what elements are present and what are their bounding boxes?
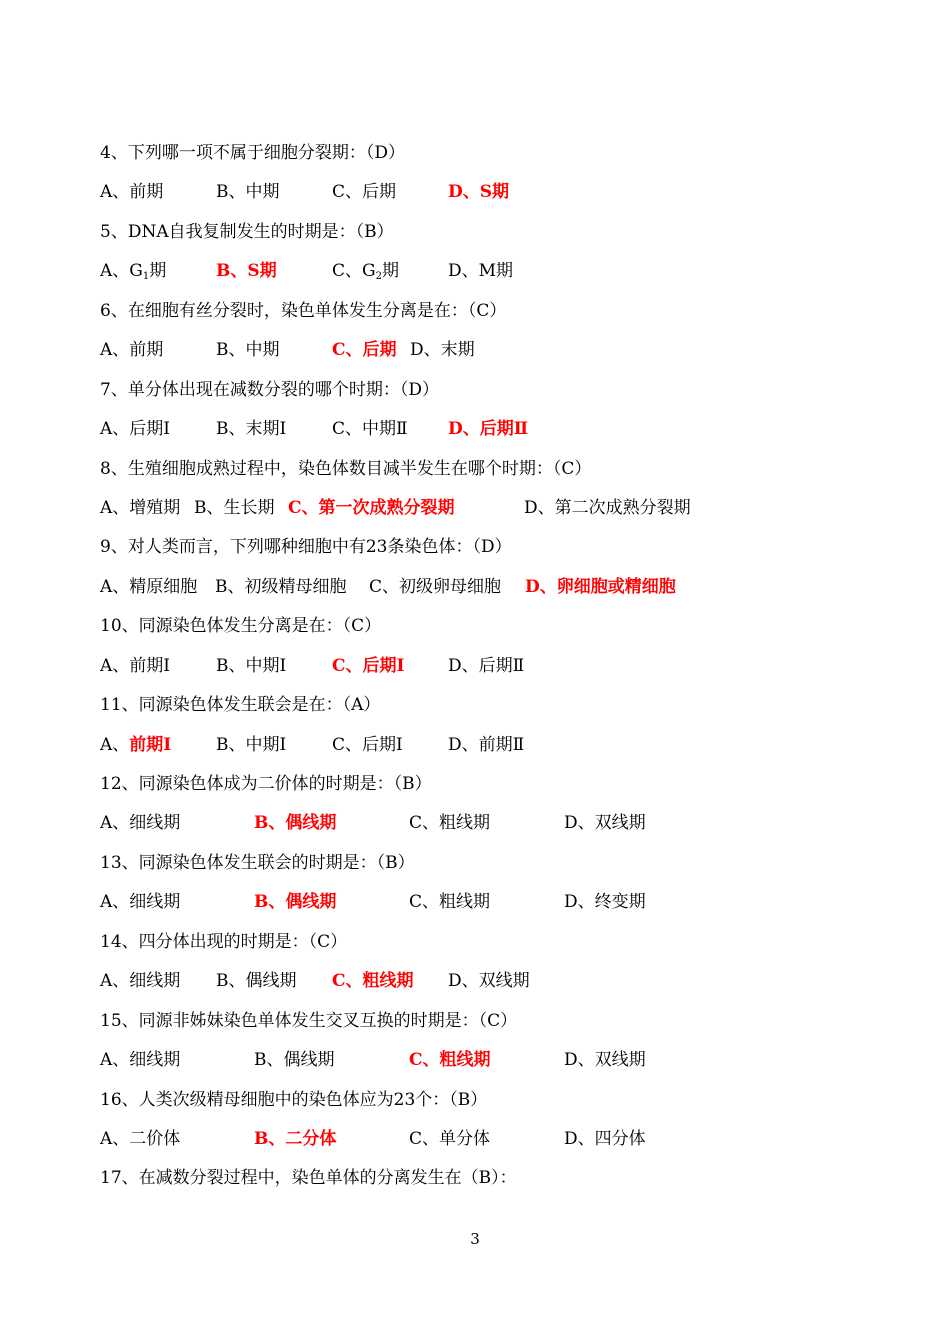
- option-text: D、终变期: [564, 892, 646, 913]
- option: [100, 968, 216, 994]
- option-text: A、细线期: [100, 892, 181, 913]
- option: [254, 1047, 409, 1073]
- option: [409, 810, 564, 836]
- question-text: 7、单分体出现在减数分裂的哪个时期：（D）: [100, 379, 439, 400]
- option-text: B、二分体: [254, 1128, 337, 1149]
- correct-answer: 前期Ⅰ: [129, 734, 172, 755]
- option-text: C、粗线期: [409, 813, 491, 834]
- correct-answer: [254, 810, 409, 836]
- question-text: 14、四分体出现的时期是：（C）: [100, 931, 348, 952]
- correct-answer: [332, 653, 448, 679]
- option: [564, 810, 646, 836]
- option: [100, 495, 194, 521]
- option: [216, 337, 332, 363]
- option: [100, 1047, 254, 1073]
- option: [100, 810, 254, 836]
- option: [216, 653, 332, 679]
- option: [194, 495, 288, 521]
- correct-answer: [254, 889, 409, 915]
- option-text: B、偶线期: [254, 1050, 335, 1071]
- question-text: 6、在细胞有丝分裂时，染色单体发生分离是在：（C）: [100, 300, 507, 321]
- option: [409, 889, 564, 915]
- options-row: [100, 1047, 880, 1086]
- option: [216, 179, 332, 205]
- option-text: B、中期Ⅰ: [216, 655, 287, 676]
- option-text: A、细线期: [100, 813, 181, 834]
- option: [332, 179, 448, 205]
- option-text: C、粗线期: [409, 1050, 491, 1071]
- option: [448, 653, 524, 679]
- option-text: B、S期: [216, 261, 277, 282]
- option-text: D、M期: [448, 261, 514, 282]
- option-text: A、二价体: [100, 1128, 181, 1149]
- option: [100, 258, 216, 284]
- option-text: D、四分体: [564, 1128, 646, 1149]
- options-row: [100, 179, 880, 218]
- options-row: [100, 574, 880, 613]
- correct-answer: [288, 495, 524, 521]
- option-text: B、生长期: [194, 497, 275, 518]
- options-row: [100, 337, 880, 376]
- option-suffix: 期: [381, 261, 399, 282]
- page-number: 3: [470, 1230, 480, 1248]
- correct-answer: [216, 258, 332, 284]
- option-text: A、前期: [100, 182, 164, 203]
- option: [332, 416, 448, 442]
- option-text: B、末期Ⅰ: [216, 419, 287, 440]
- option: [564, 1126, 646, 1152]
- options-row: [100, 1126, 880, 1165]
- option-text: B、偶线期: [254, 813, 337, 834]
- options-row: [100, 416, 880, 455]
- option: [524, 495, 691, 521]
- option: [100, 416, 216, 442]
- options-row: [100, 732, 880, 771]
- option: [448, 732, 524, 758]
- question-text: 16、人类次级精母细胞中的染色体应为23个：（B）: [100, 1089, 488, 1110]
- option-text: D、第二次成熟分裂期: [524, 497, 691, 518]
- option: [564, 889, 646, 915]
- option-text: A、后期Ⅰ: [100, 419, 170, 440]
- option-text: C、后期: [332, 182, 397, 203]
- question-text: 4、下列哪一项不属于细胞分裂期：（D）: [100, 143, 405, 163]
- question-text: 10、同源染色体发生分离是在：（C）: [100, 616, 382, 637]
- correct-answer: [254, 1126, 409, 1152]
- option: [100, 653, 216, 679]
- subscript: 1: [142, 271, 150, 283]
- option-answer-partial: [100, 732, 216, 758]
- option-text: A、细线期: [100, 1050, 181, 1071]
- option-text: C、中期Ⅱ: [332, 419, 408, 440]
- correct-answer: [525, 574, 676, 600]
- options-row: [100, 968, 880, 1007]
- subscript: 2: [375, 271, 382, 283]
- option: [369, 574, 525, 600]
- option: [410, 337, 475, 363]
- option-text: C、G: [332, 261, 376, 282]
- option-text: D、前期Ⅱ: [448, 734, 525, 755]
- option-text: C、初级卵母细胞: [369, 576, 502, 597]
- option-text: C、粗线期: [332, 971, 414, 992]
- option: [409, 1126, 564, 1152]
- question-text: 17、在减数分裂过程中，染色单体的分离发生在（B）：: [100, 1168, 517, 1189]
- option-text: C、单分体: [409, 1128, 491, 1149]
- option-text: C、第一次成熟分裂期: [288, 497, 455, 518]
- correct-answer: [409, 1047, 564, 1073]
- option: [564, 1047, 646, 1073]
- option: [216, 416, 332, 442]
- option-text: C、粗线期: [409, 892, 491, 913]
- question-list: [100, 140, 880, 1205]
- correct-answer: [332, 968, 448, 994]
- option: [216, 732, 332, 758]
- option-text: B、中期: [216, 340, 280, 361]
- option-text: D、后期Ⅱ: [448, 655, 525, 676]
- option-text: C、后期Ⅰ: [332, 655, 405, 676]
- option-text: C、后期Ⅰ: [332, 734, 403, 755]
- option: [215, 574, 369, 600]
- options-row: [100, 495, 880, 534]
- question-text: 9、对人类而言，下列哪种细胞中有23条染色体：（D）: [100, 537, 512, 558]
- option-text: D、S期: [448, 182, 510, 203]
- option-text: A、前期: [100, 340, 164, 361]
- option-text: A、细线期: [100, 971, 181, 992]
- option-text: D、双线期: [564, 1050, 646, 1071]
- question-text: 11、同源染色体发生联会是在：（A）: [100, 695, 381, 716]
- option-text: D、后期Ⅱ: [448, 419, 529, 440]
- question-text: 8、生殖细胞成熟过程中，染色体数目减半发生在哪个时期：（C）: [100, 458, 592, 479]
- option-text: A、精原细胞: [100, 576, 198, 597]
- option-text: D、末期: [410, 340, 475, 361]
- option: [216, 968, 332, 994]
- correct-answer: [332, 337, 410, 363]
- option-text: B、中期: [216, 182, 280, 203]
- option: [100, 574, 215, 600]
- options-row: [100, 653, 880, 692]
- option: [332, 732, 448, 758]
- options-row: [100, 889, 880, 928]
- question-text: 5、DNA自我复制发生的时期是：（B）: [100, 221, 394, 242]
- question-text: 12、同源染色体成为二价体的时期是：（B）: [100, 774, 432, 794]
- option: [448, 968, 530, 994]
- option: [100, 1126, 254, 1152]
- option: [448, 258, 513, 284]
- option: [332, 258, 448, 284]
- question-text: 15、同源非姊妹染色单体发生交叉互换的时期是：（C）: [100, 1010, 518, 1031]
- option-text: B、初级精母细胞: [215, 576, 347, 597]
- correct-answer: [448, 416, 528, 442]
- question-text: 13、同源染色体发生联会的时期是：（B）: [100, 852, 415, 873]
- option: [100, 889, 254, 915]
- options-row: [100, 258, 880, 297]
- options-row: [100, 810, 880, 849]
- option: [100, 337, 216, 363]
- option-text: A、前期Ⅰ: [100, 655, 170, 676]
- option-text: B、中期Ⅰ: [216, 734, 287, 755]
- option-text: D、双线期: [448, 971, 530, 992]
- option-text: A、G: [100, 261, 143, 282]
- correct-answer: [448, 179, 509, 205]
- option-text: A、增殖期: [100, 497, 181, 518]
- option-text: C、后期: [332, 340, 397, 361]
- option: [100, 179, 216, 205]
- option-text: B、偶线期: [216, 971, 297, 992]
- option-text: D、卵细胞或精细胞: [525, 576, 676, 597]
- option-label: A、: [100, 734, 130, 755]
- option-text: D、双线期: [564, 813, 646, 834]
- option-suffix: 期: [149, 261, 167, 282]
- option-text: B、偶线期: [254, 892, 337, 913]
